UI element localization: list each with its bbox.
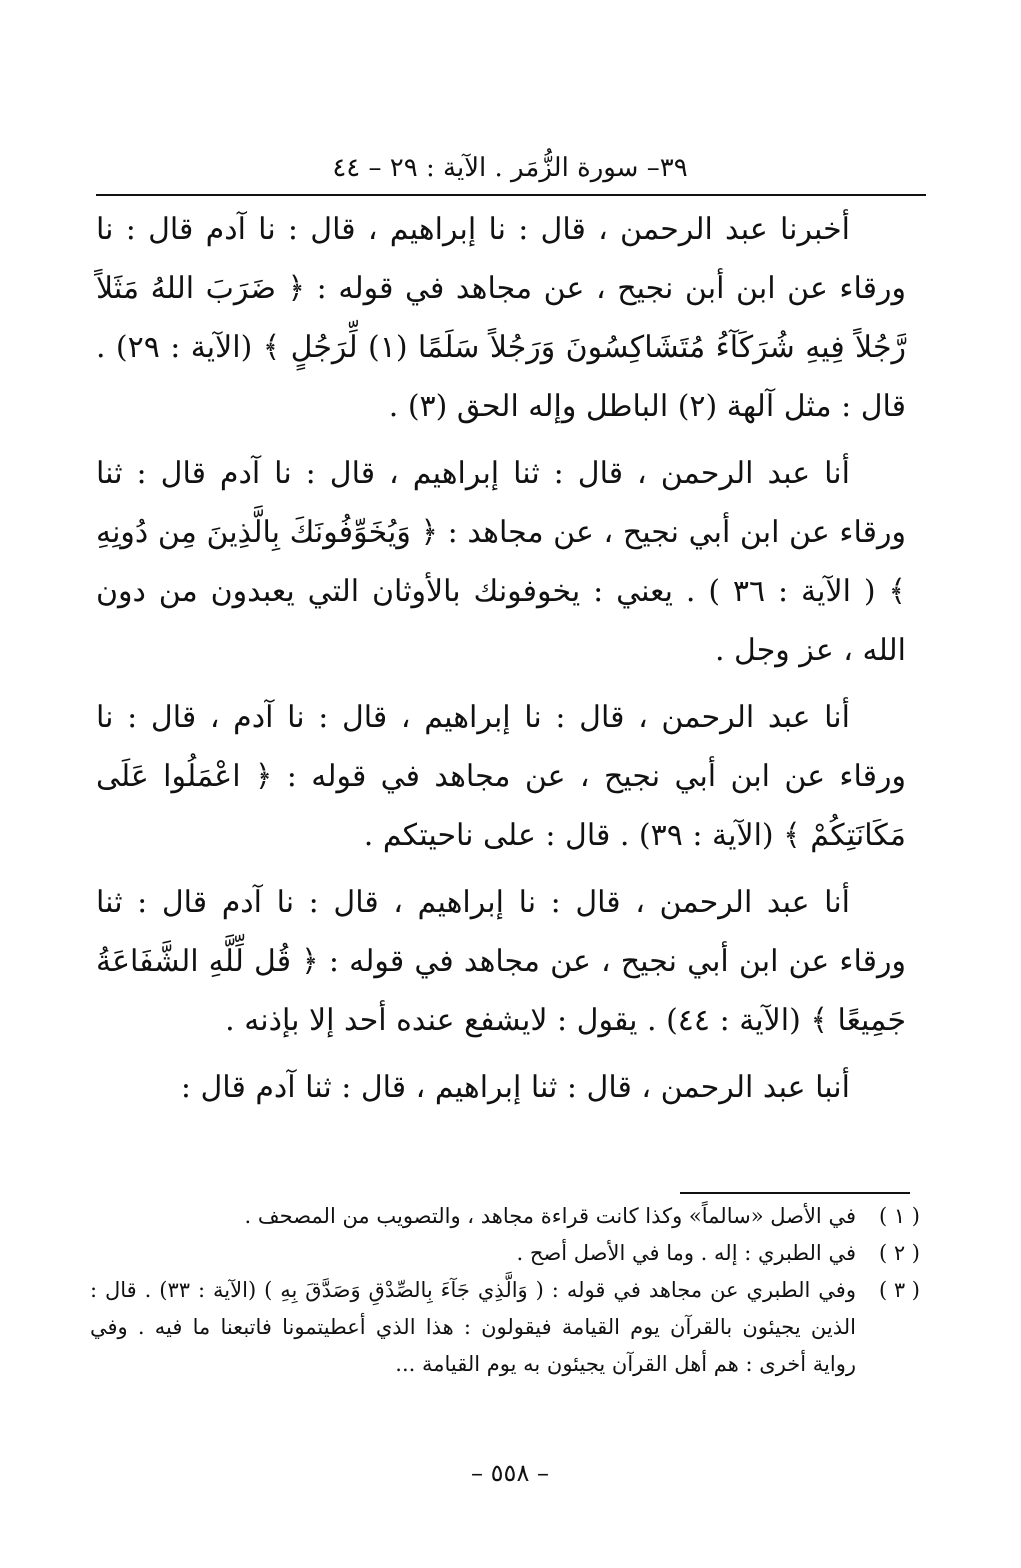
paragraph: أنا عبد الرحمن ، قال : ثنا إبراهيم ، قال : نا آدم قال : ثنا ورقاء عن ابن أبي نجيح ، عن مجاهد : ﴿ وَيُخَوِّفُونَكَ بِالَّذِينَ مِن دُونِهِ ﴾ ( الآية : ٣٦ ) . يعني : يخوفونك بالأوثان التي يعبدون من دون الله ، عز وجل . — [96, 456, 906, 668]
footnote-marker: ( ٢ ) — [878, 1241, 920, 1265]
paragraph: أنا عبد الرحمن ، قال : نا إبراهيم ، قال : نا آدم ، قال : نا ورقاء عن ابن أبي نجيح ، عن مجاهد في قوله : ﴿ اعْمَلُوا عَلَى مَكَانَتِكُمْ ﴾ (الآية : ٣٩) . قال : على ناحيتكم . — [96, 700, 906, 853]
footnote-text: وفي الطبري عن مجاهد في قوله : ( وَالَّذِي جَآءَ بِالصِّدْقِ وَصَدَّقَ بِهِ ) (الآية : ٣٣) . قال : الذين يجيئون بالقرآن يوم القيامة فيقولون : هذا الذي أعطيتمونا فاتبعنا ما فيه . وفي رواية أخرى : هم أهل القرآن يجيئون به يوم القيامة ... — [90, 1278, 857, 1376]
footnote — [90, 1198, 920, 1235]
footnote — [90, 1235, 920, 1272]
paragraph: أخبرنا عبد الرحمن ، قال : نا إبراهيم ، قال : نا آدم قال : نا ورقاء عن ابن أبن نجيح ، عن مجاهد في قوله : ﴿ ضَرَبَ اللهُ مَثَلاً رَّجُلاً فِيهِ شُرَكَآءُ مُتَشَاكِسُونَ وَرَجُلاً سَلَمًا (١) لِّرَجُلٍ ﴾ (الآية : ٢٩) . قال : مثل آلهة (٢) الباطل وإله الحق (٣) . — [96, 212, 906, 424]
paragraph: أنا عبد الرحمن ، قال : نا إبراهيم ، قال : نا آدم قال : ثنا ورقاء عن ابن أبي نجيح ، عن مجاهد في قوله : ﴿ قُل لِّلَّهِ الشَّفَاعَةُ جَمِيعًا ﴾ (الآية : ٤٤) . يقول : لايشفع عنده أحد إلا بإذنه . — [96, 885, 906, 1038]
footnote-rule — [680, 1192, 910, 1194]
footnote-marker: ( ١ ) — [878, 1204, 920, 1228]
footnote-text: في الأصل «سالماً» وكذا كانت قراءة مجاهد ، والتصويب من المصحف . — [244, 1204, 856, 1228]
page-number: – ٥٥٨ – — [471, 1459, 549, 1487]
running-head: ٣٩– سورة الزُّمَر . الآية : ٢٩ – ٤٤ — [332, 153, 688, 183]
footnote — [90, 1272, 920, 1383]
footnote-text: في الطبري : إله . وما في الأصل أصح . — [516, 1241, 856, 1265]
header-rule — [96, 194, 926, 196]
main-text — [96, 200, 906, 1125]
paragraph: أنبا عبد الرحمن ، قال : ثنا إبراهيم ، قال : ثنا آدم قال : — [180, 1070, 850, 1105]
footnote-marker: ( ٣ ) — [878, 1278, 920, 1302]
footnotes — [90, 1198, 920, 1383]
